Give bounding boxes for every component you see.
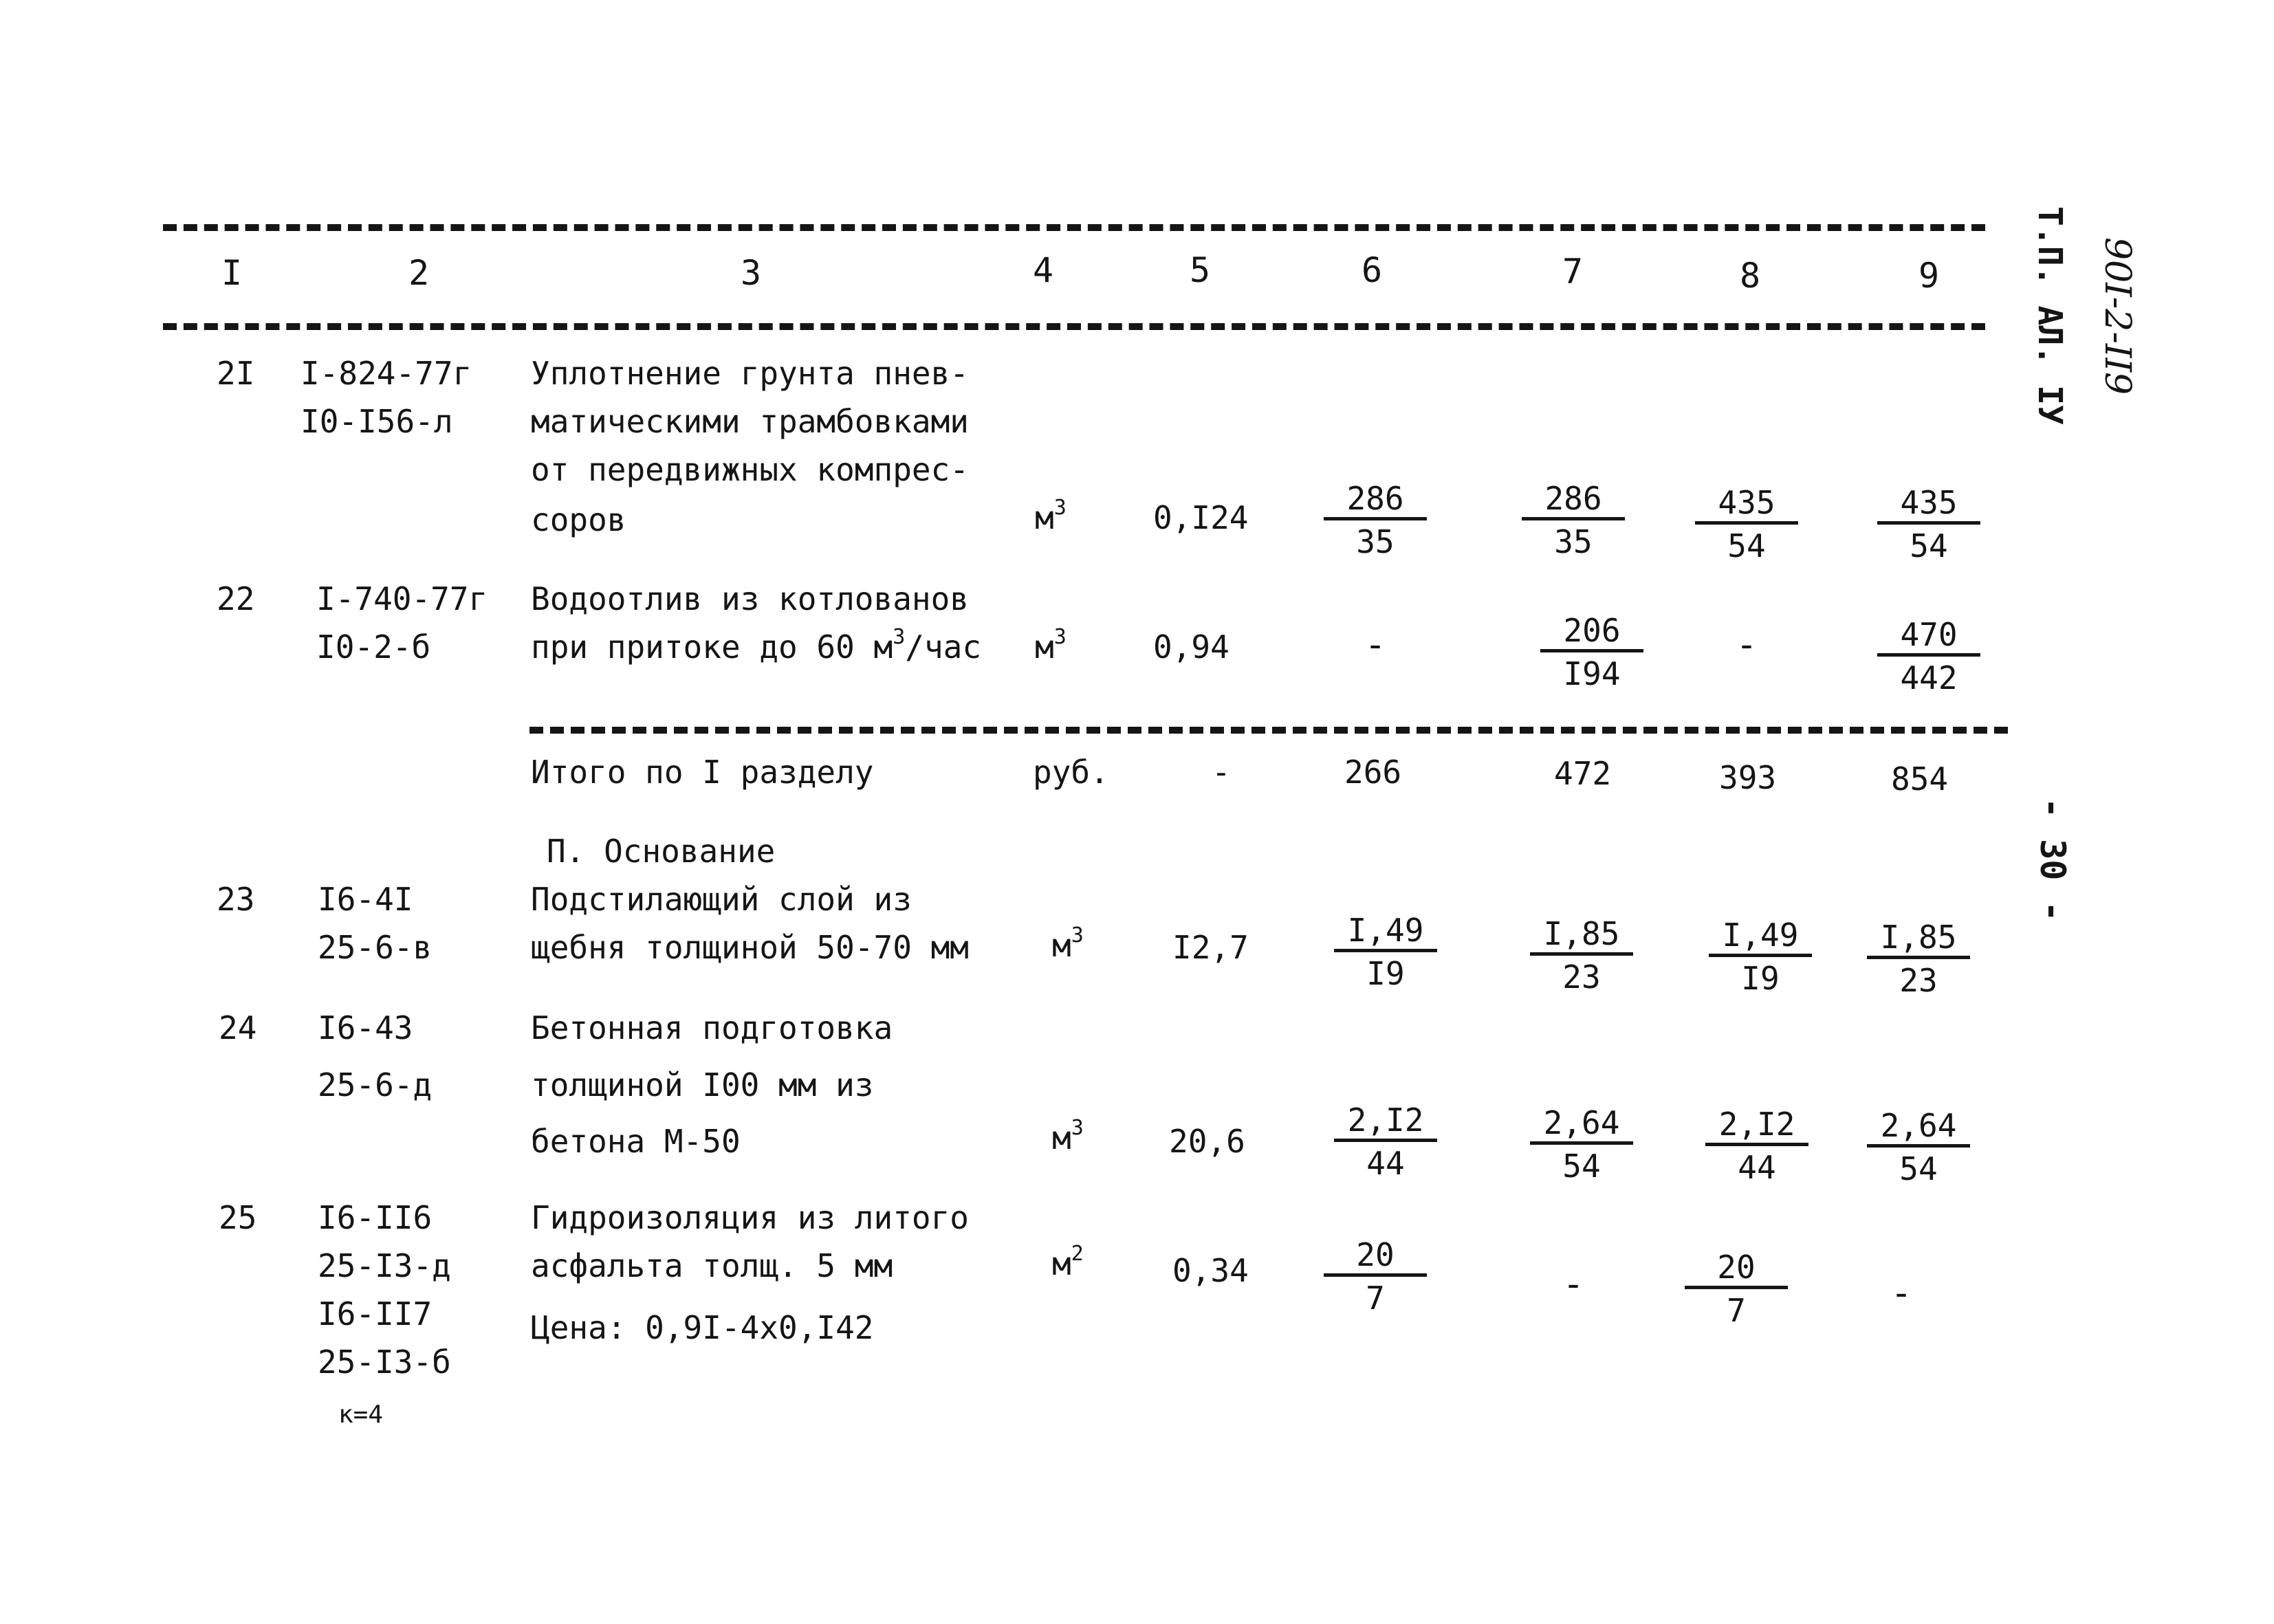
row-value-fraction: 20 7 [1678, 1251, 1795, 1326]
side-label: Т.П. АЛ. IУ [2031, 206, 2069, 425]
row-value-fraction: 286 35 [1317, 483, 1434, 558]
total-value: 266 [1344, 754, 1402, 791]
row-number: 2I [217, 355, 255, 392]
row-unit: $м^3$ [1035, 496, 1067, 536]
side-number: 90I-2-II9 [2097, 237, 2138, 395]
row-value-fraction: I,49 I9 [1702, 919, 1819, 994]
row-code: 25-I3-б [318, 1343, 451, 1381]
row-code: I-740-77г [316, 580, 488, 617]
row-value-fraction: 2,I2 44 [1327, 1104, 1444, 1179]
row-description: асфальта толщ. 5 мм [531, 1247, 893, 1284]
row-value-fraction: 2,I2 44 [1698, 1108, 1815, 1183]
row-value-fraction: 286 35 [1515, 483, 1632, 558]
row-description: матическими трамбовками [531, 403, 969, 440]
row-value-empty: - [1364, 624, 1386, 666]
row-code: 25-I3-д [318, 1247, 451, 1284]
col-header-4: 4 [1033, 250, 1054, 290]
row-value-fraction: 2,64 54 [1523, 1107, 1640, 1182]
col-header-5: 5 [1190, 250, 1211, 290]
total-value: 854 [1891, 760, 1949, 798]
row-code: I6-II7 [318, 1295, 433, 1332]
row-value-fraction: I,49 I9 [1327, 914, 1444, 989]
row-quantity: 0,34 [1172, 1252, 1249, 1289]
row-unit: $м^3$ [1052, 923, 1084, 964]
row-code: I-824-77г [300, 355, 472, 392]
row-value-fraction: 20 7 [1317, 1239, 1434, 1314]
row-quantity: 20,6 [1169, 1123, 1245, 1160]
row-value-empty: - [1890, 1273, 1912, 1314]
row-code: 25-6-д [318, 1066, 433, 1104]
row-description: толщиной I00 мм из [531, 1066, 874, 1104]
col-header-7: 7 [1562, 252, 1584, 292]
row-code: I6-43 [318, 1009, 413, 1046]
row-quantity: 0,I24 [1153, 499, 1249, 536]
page-number: - 30 - [2033, 798, 2073, 922]
row-value-empty: - [1562, 1264, 1584, 1305]
col-header-9: 9 [1918, 256, 1940, 296]
row-quantity: 0,94 [1153, 628, 1229, 666]
row-description: Гидроизоляция из литого [531, 1199, 969, 1236]
row-code: I0-I56-л [300, 403, 453, 440]
row-quantity: I2,7 [1172, 929, 1249, 966]
row-description: Цена: 0,9I-4х0,I42 [531, 1309, 874, 1346]
row-description: Бетонная подготовка [531, 1009, 893, 1046]
col-header-8: 8 [1740, 256, 1761, 296]
total-quantity: - [1212, 754, 1231, 791]
row-description: от передвижных компрес- [531, 451, 969, 488]
row-unit: $м^3$ [1052, 1116, 1084, 1156]
row-code: I0-2-б [316, 628, 431, 666]
row-description: щебня толщиной 50-70 мм [531, 929, 969, 966]
row-description: при притоке до 60 $м^3$/час [531, 625, 982, 666]
row-number: 25 [219, 1199, 257, 1236]
row-description: бетона М-50 [531, 1123, 741, 1160]
col-header-3: 3 [741, 253, 762, 293]
row-value-empty: - [1736, 624, 1758, 666]
total-label: Итого по I разделу [531, 754, 874, 791]
col-header-2: 2 [408, 253, 430, 293]
row-number: 23 [217, 881, 255, 918]
row-code: 25-6-в [318, 929, 433, 966]
row-description: Водоотлив из котлованов [531, 580, 969, 617]
total-unit: руб. [1033, 754, 1109, 791]
row-value-fraction: I,85 23 [1860, 921, 1977, 996]
row-description: Уплотнение грунта пнев- [531, 355, 969, 392]
header-top-rule [163, 224, 1985, 231]
row-code: I6-4I [318, 881, 413, 918]
row-code-note: к=4 [338, 1401, 384, 1429]
row-value-fraction: 435 54 [1870, 487, 1987, 562]
row-value-fraction: 2,64 54 [1860, 1110, 1977, 1185]
row-value-fraction: I,85 23 [1523, 918, 1640, 993]
row-unit: $м^3$ [1035, 625, 1067, 666]
row-unit: $м^2$ [1052, 1242, 1084, 1282]
col-header-1: I [221, 253, 243, 293]
row-description: Подстилающий слой из [531, 881, 912, 918]
col-header-6: 6 [1362, 250, 1383, 290]
row-number: 22 [217, 580, 255, 617]
section-total-rule [529, 727, 2008, 734]
header-bottom-rule [163, 323, 1985, 330]
total-value: 472 [1554, 755, 1612, 792]
row-number: 24 [219, 1009, 257, 1046]
row-description: соров [531, 501, 626, 538]
section-title: П. Основание [547, 833, 776, 870]
row-code: I6-II6 [318, 1199, 433, 1236]
row-value-fraction: 470 442 [1870, 619, 1987, 694]
row-value-fraction: 435 54 [1688, 487, 1805, 562]
total-value: 393 [1719, 759, 1777, 796]
row-value-fraction: 206 I94 [1533, 615, 1650, 690]
